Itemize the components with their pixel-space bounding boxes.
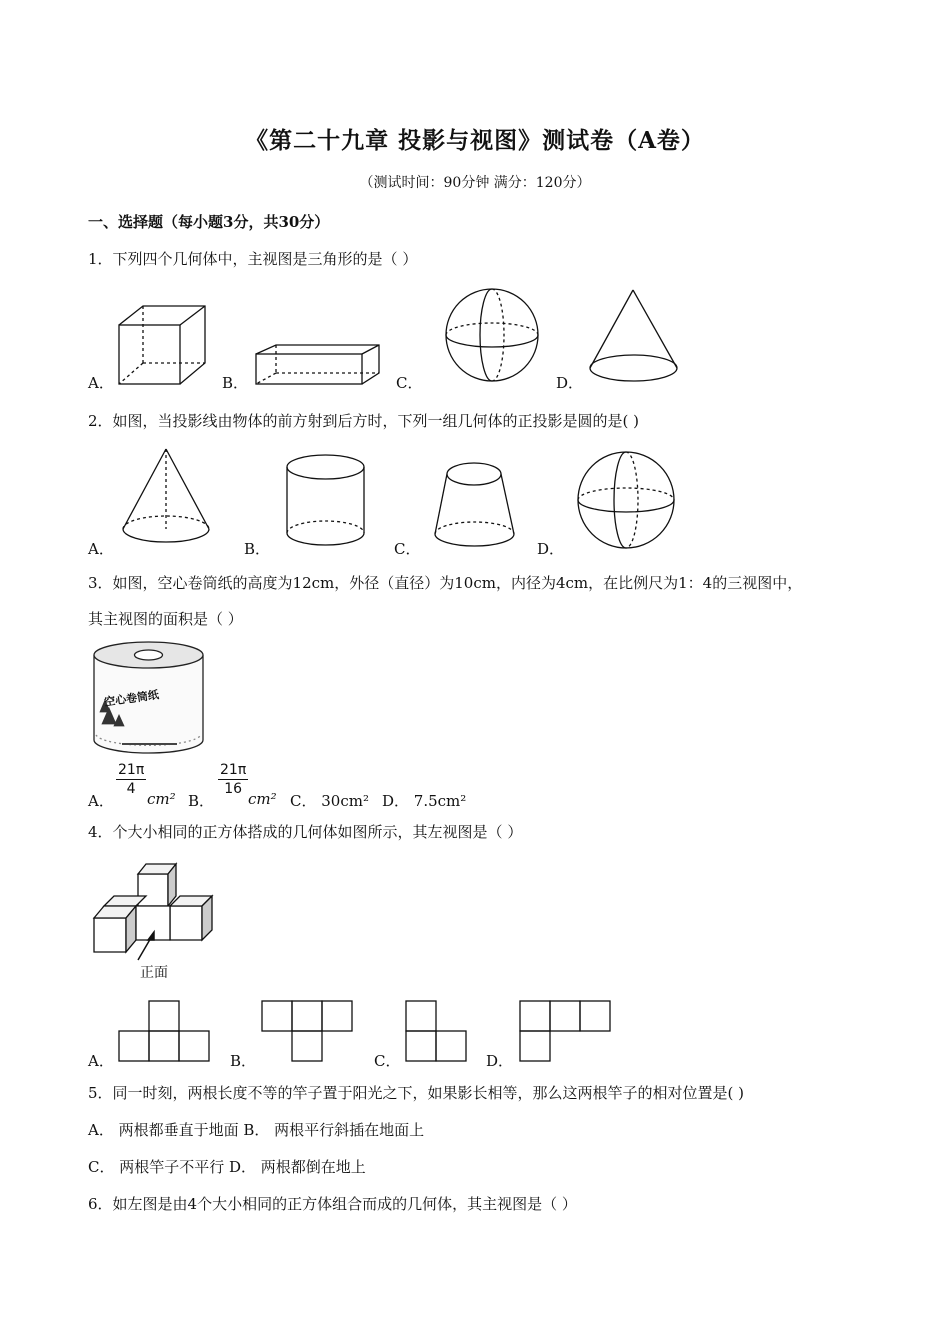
question-6-stem: 6．如左图是由4个大小相同的正方体组合而成的几何体，其主视图是（ ）: [88, 1195, 577, 1213]
q3-option-a-fraction: [116, 762, 146, 797]
front-direction-label: 正面: [140, 965, 168, 981]
q3-option-b-numerator: 21π: [220, 762, 247, 778]
question-2-stem: 2．如图，当投影线由物体的前方射到后方时，下列一组几何体的正投影是圆的是( ): [88, 412, 640, 430]
sphere-figure: [444, 287, 540, 383]
q2-option-a-label: A．: [88, 540, 114, 558]
q1-option-d-label: D．: [556, 374, 584, 392]
frustum-figure: [432, 460, 518, 550]
q3-option-b-fraction: [218, 762, 248, 797]
q3-option-a-unit: cm²: [147, 790, 176, 808]
q4-option-c-view: [404, 1000, 468, 1062]
q4-option-b-view: [260, 1000, 354, 1062]
q1-option-b-label: B．: [222, 374, 249, 392]
stacked-cubes-figure: [92, 856, 218, 968]
q3-option-b-unit: cm²: [248, 790, 277, 808]
q3-option-b-label: B．: [188, 792, 215, 810]
q1-option-c-label: C．: [396, 374, 423, 392]
question-3-stem-line2: 其主视图的面积是（ ）: [88, 610, 243, 628]
cone-figure-2: [120, 447, 214, 547]
q4-option-c-label: C．: [374, 1052, 401, 1070]
q5-options-cd: C． 两根竿子不平行 D． 两根都倒在地上: [88, 1158, 366, 1176]
question-5-stem: 5．同一时刻，两根长度不等的竿子置于阳光之下，如果影长相等，那么这两根竿子的相对位置是( ): [88, 1084, 745, 1102]
q1-option-a-label: A．: [88, 374, 114, 392]
page-subtitle: （测试时间：90分钟 满分：120分）: [359, 175, 591, 191]
q4-option-d-view: [518, 1000, 612, 1062]
q3-option-b-denominator: 16: [224, 781, 243, 797]
q4-option-a-view: [117, 1000, 211, 1062]
cylinder-figure: [285, 453, 367, 549]
question-4-stem: 4．个大小相同的正方体搭成的几何体如图所示，其左视图是（ ）: [88, 823, 523, 841]
sphere-figure-2: [576, 450, 676, 550]
q3-option-d: D． 7.5cm²: [382, 792, 467, 810]
paper-roll-text: 空心卷筒纸: [103, 688, 160, 709]
q4-option-b-label: B．: [230, 1052, 257, 1070]
q4-option-d-label: D．: [486, 1052, 514, 1070]
q4-option-a-label: A．: [88, 1052, 114, 1070]
page-title: 《第二十九章 投影与视图》测试卷（A卷）: [245, 127, 705, 154]
q2-option-d-label: D．: [537, 540, 565, 558]
q3-option-a-label: A．: [88, 792, 114, 810]
q3-option-a-denominator: 4: [126, 781, 136, 797]
q3-option-c: C． 30cm²: [290, 792, 369, 810]
question-1-stem: 1．下列四个几何体中，主视图是三角形的是（ ）: [88, 250, 418, 268]
question-3-stem-line1: 3．如图，空心卷筒纸的高度为12cm，外径（直径）为10cm，内径为4cm，在比例尺为1：4的三视图中，: [88, 574, 803, 592]
cuboid-figure: [254, 343, 382, 387]
section-heading: 一、选择题（每小题3分，共30分）: [88, 213, 330, 231]
q2-option-b-label: B．: [244, 540, 271, 558]
q5-options-ab: A． 两根都垂直于地面 B． 两根平行斜插在地面上: [88, 1121, 425, 1139]
cube-figure: [116, 303, 211, 388]
cone-figure: [588, 288, 680, 384]
q3-option-a-numerator: 21π: [118, 762, 145, 778]
q2-option-c-label: C．: [394, 540, 421, 558]
